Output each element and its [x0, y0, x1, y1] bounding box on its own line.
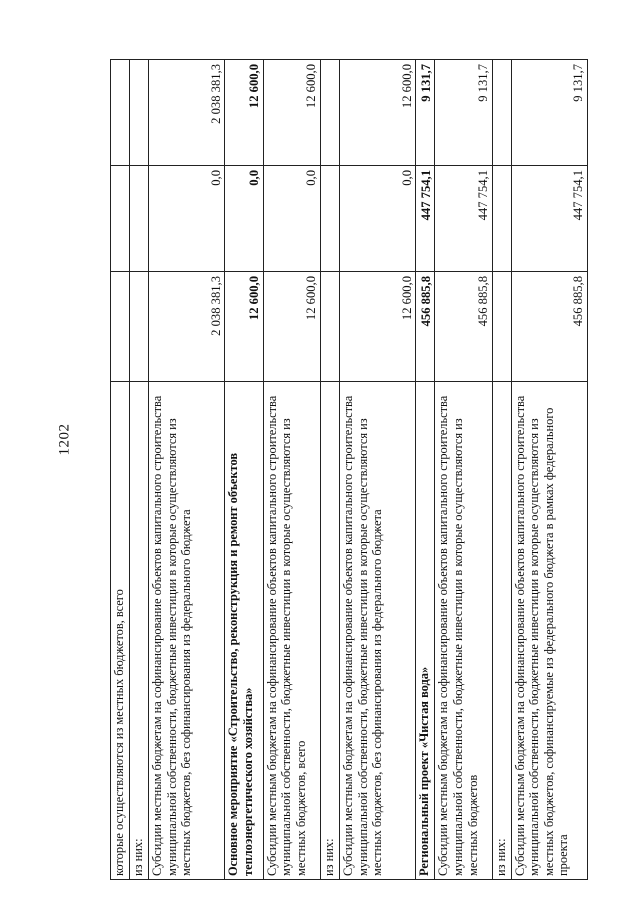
table-row [263, 60, 320, 880]
cell-regional: 12 600,0 [225, 60, 263, 166]
row-label: Субсидии местным бюджетам на софинансирование объектов капитального строительства муниципальной собственности, бюджетные инвестиции в которые осуществляются из местных бюджетов, без софинансирования из федерального бюджета [339, 382, 415, 880]
row-label: из них: [130, 382, 149, 880]
table-row [511, 60, 587, 880]
cell-federal: 0,0 [263, 166, 320, 272]
cell-total: 12 600,0 [263, 272, 320, 382]
cell-regional: 12 600,0 [339, 60, 415, 166]
cell-regional: 12 600,0 [263, 60, 320, 166]
cell-total [492, 272, 511, 382]
table-row [130, 60, 149, 880]
table-row [416, 60, 435, 880]
table-row [225, 60, 263, 880]
cell-total: 456 885,8 [416, 272, 435, 382]
table-row [492, 60, 511, 880]
cell-regional [111, 60, 130, 166]
cell-total [111, 272, 130, 382]
cell-regional: 9 131,7 [435, 60, 492, 166]
cell-regional [320, 60, 339, 166]
cell-regional: 9 131,7 [511, 60, 587, 166]
row-label: Субсидии местным бюджетам на софинансирование объектов капитального строительства муниципальной собственности, бюджетные инвестиции в которые осуществляются из местных бюджетов, без софинансирования из федерального бюджета [149, 382, 225, 880]
budget-table [110, 59, 588, 880]
table-row [339, 60, 415, 880]
cell-total: 456 885,8 [511, 272, 587, 382]
row-label: которые осуществляются из местных бюджетов, всего [111, 382, 130, 880]
cell-total: 12 600,0 [339, 272, 415, 382]
table-row [320, 60, 339, 880]
row-label: Региональный проект «Чистая вода» [416, 382, 435, 880]
table-container [110, 60, 588, 880]
cell-regional: 9 131,7 [416, 60, 435, 166]
row-label: Основное мероприятие «Строительство, реконструкция и ремонт объектов теплоэнергетического хозяйства» [225, 382, 263, 880]
cell-federal [111, 166, 130, 272]
row-label: Субсидии местным бюджетам на софинансирование объектов капитального строительства муниципальной собственности, бюджетные инвестиции в которые осуществляются из местных бюджетов [435, 382, 492, 880]
cell-federal: 0,0 [339, 166, 415, 272]
cell-regional [492, 60, 511, 166]
table-row [149, 60, 225, 880]
cell-federal: 447 754,1 [435, 166, 492, 272]
cell-federal: 0,0 [149, 166, 225, 272]
row-label: из них: [492, 382, 511, 880]
cell-total: 2 038 381,3 [149, 272, 225, 382]
cell-federal [130, 166, 149, 272]
cell-regional [130, 60, 149, 166]
page-number: 1202 [56, 423, 73, 456]
cell-federal [492, 166, 511, 272]
cell-total: 456 885,8 [435, 272, 492, 382]
cell-federal [320, 166, 339, 272]
cell-total [320, 272, 339, 382]
cell-regional: 2 038 381,3 [149, 60, 225, 166]
cell-total: 12 600,0 [225, 272, 263, 382]
row-label: Субсидии местным бюджетам на софинансирование объектов капитального строительства муниципальной собственности, бюджетные инвестиции в которые осуществляются из местных бюджетов, всего [263, 382, 320, 880]
cell-total [130, 272, 149, 382]
row-label: Субсидии местным бюджетам на софинансирование объектов капитального строительства муниципальной собственности, бюджетные инвестиции в которые осуществляются из местных бюджетов, софинансируемые из федерального бюджета в рамках федерального проекта [511, 382, 587, 880]
cell-federal: 0,0 [225, 166, 263, 272]
table-row [435, 60, 492, 880]
cell-federal: 447 754,1 [511, 166, 587, 272]
row-label: из них: [320, 382, 339, 880]
cell-federal: 447 754,1 [416, 166, 435, 272]
table-row [111, 60, 130, 880]
